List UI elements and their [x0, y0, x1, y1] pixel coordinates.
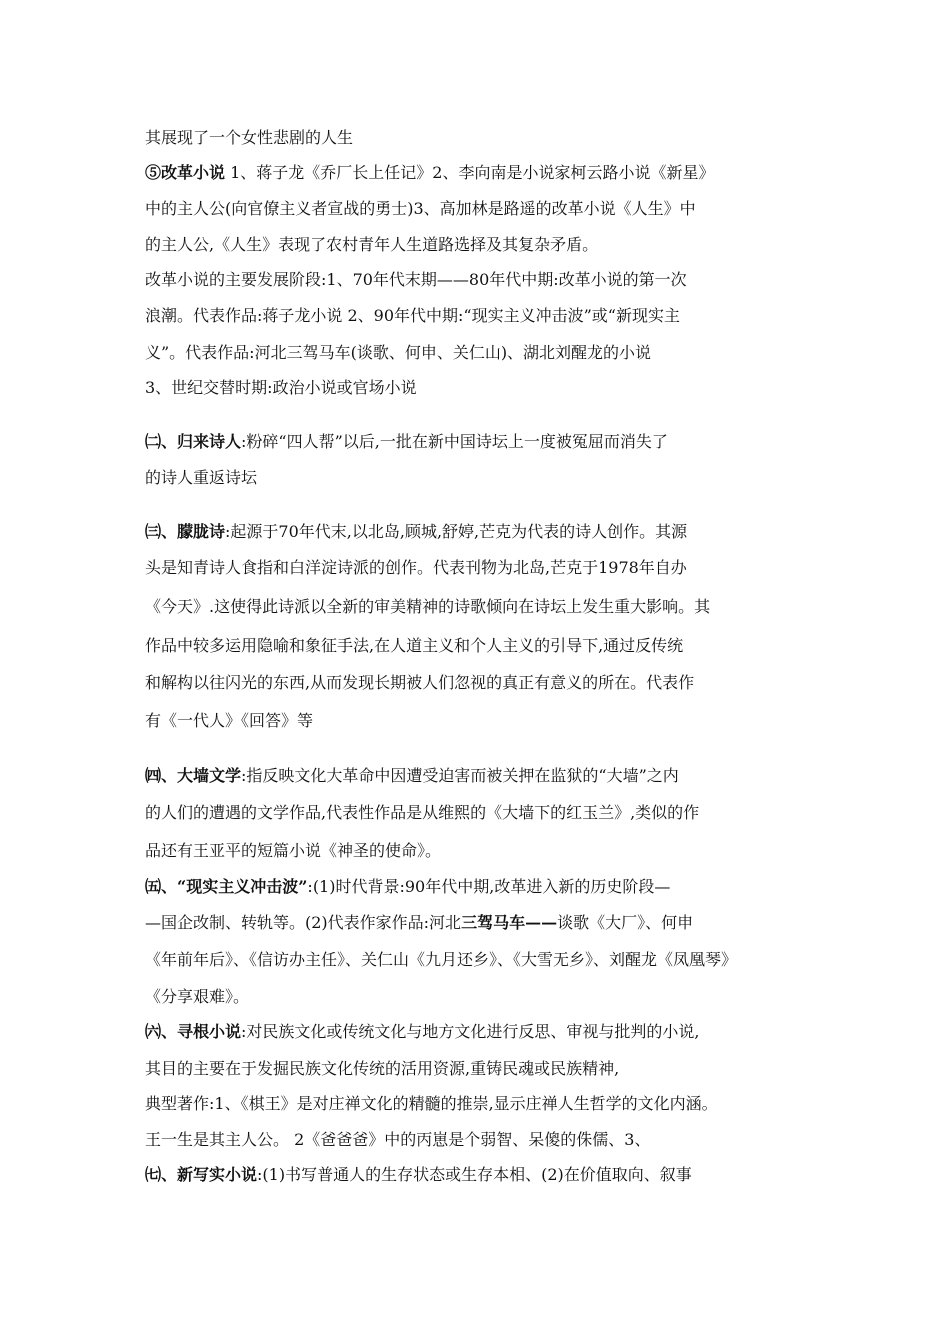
text-line: 《分享艰难》。: [145, 987, 250, 1006]
section-heading: ㈦、新写实小说: [145, 1165, 258, 1184]
text-line: 浪潮。代表作品:蒋子龙小说 2、90年代中期:“现实主义冲击波”或“新现实主: [145, 306, 680, 325]
text-line: 《今天》.这使得此诗派以全新的审美精神的诗歌倾向在诗坛上发生重大影响。其: [145, 597, 711, 616]
text-line: 《年前年后》、《信访办主任》、关仁山《九月还乡》、《大雪无乡》、刘醒龙《凤凰琴》: [145, 950, 738, 969]
section-heading: ㈡、归来诗人: [145, 432, 242, 451]
text-line: ㈦、新写实小说:(1)书写普通人的生存状态或生存本相、(2)在价值取向、叙事: [145, 1165, 692, 1184]
section-heading: ㈤、“现实主义冲击波”: [145, 877, 308, 896]
section-heading: ㈥、寻根小说: [145, 1022, 242, 1041]
section-heading: ㈣、大墙文学: [145, 766, 242, 785]
text-line: —国企改制、转轨等。(2)代表作家作品:河北三驾马车——谈歌《大厂》、何申: [145, 913, 694, 932]
text-line: 的人们的遭遇的文学作品,代表性作品是从维熙的《大墙下的红玉兰》,类似的作: [145, 803, 700, 822]
text-line: 改革小说的主要发展阶段:1、70年代末期——80年代中期:改革小说的第一次: [145, 270, 687, 289]
text-line: 3、世纪交替时期:政治小说或官场小说: [145, 378, 417, 397]
text-line: 的主人公,《人生》表现了农村青年人生道路选择及其复杂矛盾。: [145, 235, 599, 254]
text-line: ㈢、朦胧诗:起源于70年代末,以北岛,顾城,舒婷,芒克为代表的诗人创作。其源: [145, 522, 688, 541]
text-line: 和解构以往闪光的东西,从而发现长期被人们忽视的真正有意义的所在。代表作: [145, 673, 695, 692]
text-line: 头是知青诗人食指和白洋淀诗派的创作。代表刊物为北岛,芒克于1978年自办: [145, 558, 687, 577]
text-line: 有《一代人》《回答》等: [145, 711, 314, 730]
text-line: 的诗人重返诗坛: [145, 468, 258, 487]
text-line: ㈡、归来诗人:粉碎“四人帮”以后,一批在新中国诗坛上一度被冤屈而消失了: [145, 432, 668, 451]
text-line: ㈤、“现实主义冲击波”:(1)时代背景:90年代中期,改革进入新的历史阶段—: [145, 877, 671, 896]
text-line: 作品中较多运用隐喻和象征手法,在人道主义和个人主义的引导下,通过反传统: [145, 636, 684, 655]
text-line: 其展现了一个女性悲剧的人生: [145, 128, 354, 147]
section-heading: ⑤改革小说: [145, 163, 226, 182]
text-line: 中的主人公(向官僚主义者宣战的勇士)3、高加林是路遥的改革小说《人生》中: [145, 199, 696, 218]
text-line: ㈥、寻根小说:对民族文化或传统文化与地方文化进行反思、审视与批判的小说,: [145, 1022, 700, 1041]
section-heading: ㈢、朦胧诗: [145, 522, 226, 541]
emphasis-text: 三驾马车——: [461, 913, 558, 932]
text-line: ㈣、大墙文学:指反映文化大革命中因遭受迫害而被关押在监狱的“大墙”之内: [145, 766, 679, 785]
text-line: 王一生是其主人公。 2《爸爸爸》中的丙崽是个弱智、呆傻的侏儒、3、: [145, 1130, 651, 1149]
text-line: 典型著作:1、《棋王》是对庄禅文化的精髓的推崇,显示庄禅人生哲学的文化内涵。: [145, 1094, 718, 1113]
text-line: 其目的主要在于发掘民族文化传统的活用资源,重铸民魂或民族精神,: [145, 1059, 620, 1078]
text-line: 义”。代表作品:河北三驾马车(谈歌、何申、关仁山)、湖北刘醒龙的小说: [145, 343, 652, 362]
text-line: ⑤改革小说 1、蒋子龙《乔厂长上任记》2、李向南是小说家柯云路小说《新星》: [145, 163, 715, 182]
text-line: 品还有王亚平的短篇小说《神圣的使命》。: [145, 841, 442, 860]
